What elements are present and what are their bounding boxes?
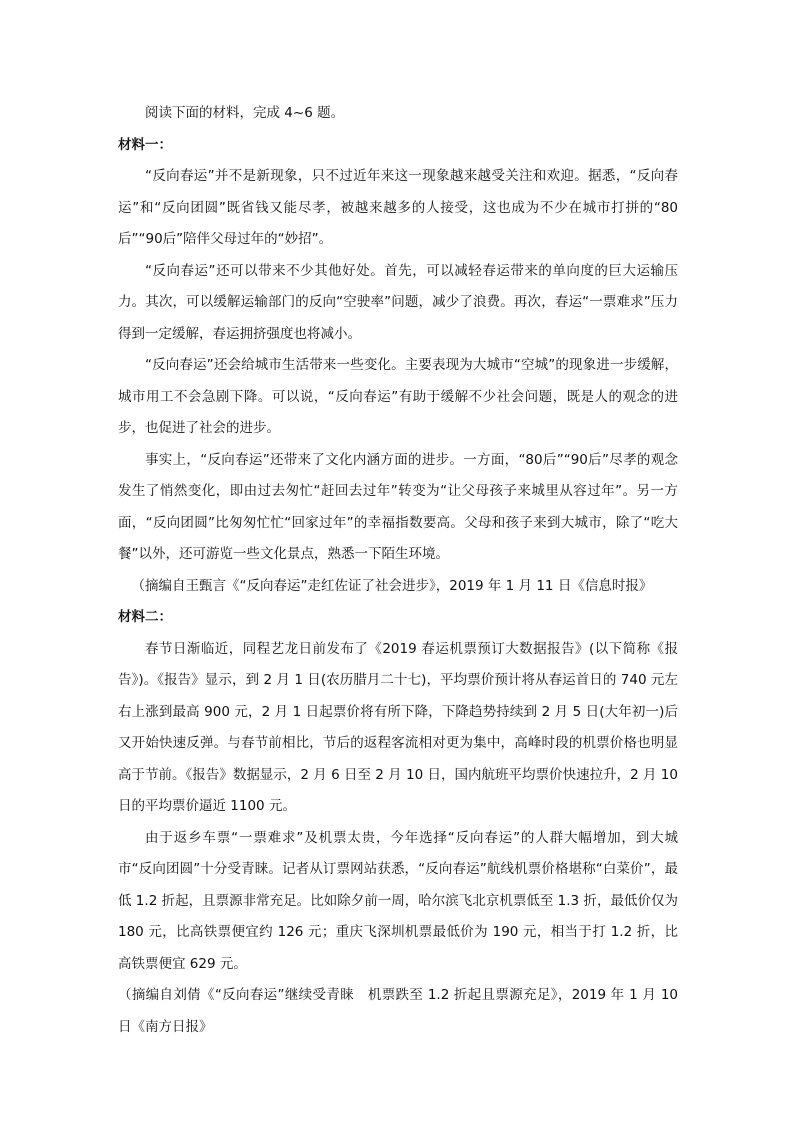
material2-source: （摘编自刘倩《“反向春运”继续受青睐 机票跌至 1.2 折起且票源充足》，2019 年 1 月 10 日《南方日报》 xyxy=(118,987,678,1035)
material2-paragraph-2: 由于返乡车票“一票难求”及机票太贵，今年选择“反向春运”的人群大幅增加，到大城市“反向团圆”十分受青睐。记者从订票网站获悉，“反向春运”航线机票价格堪称“白菜价”，最低 1.2 折起，且票源非常充足。比如除夕前一周，哈尔滨飞北京机票低至 1.3 折，最低价仅为 180 元，比高铁票便宜约 126 元；重庆飞深圳机票最低价为 190 元，相当于打 1.2 折，比高铁票便宜 629 元。 xyxy=(118,829,678,972)
material1-source: （摘编自王甄言《“反向春运”走红佐证了社会进步》，2019 年 1 月 11 日《信息时报》 xyxy=(131,577,653,594)
material2-paragraph-1: 春节日渐临近，同程艺龙日前发布了《2019 春运机票预订大数据报告》(以下简称《报告》)。《报告》显示，到 2 月 1 日(农历腊月二十七)，平均票价预计将从春运首日的 740 元左右上涨到最高 900 元，2 月 1 日起票价将有所下降，下降趋势持续到 2 月 5 日(大年初一)后又开始快速反弹。与春节前相比，节后的返程客流相对更为集中，高峰时段的机票价格也明显高于节前。《报告》数据显示，2 月 6 日至 2 月 10 日，国内航班平均票价快速拉升，2 月 10 日的平均票价逼近 1100 元。 xyxy=(118,640,678,814)
material1-paragraph-4: 事实上，“反向春运”还带来了文化内涵方面的进步。一方面，“80后”“90后”尽孝的观念发生了悄然变化，即由过去匆忙“赶回去过年”转变为“让父母孩子来城里从容过年”。另一方面，“反向团圆”比匆匆忙忙“回家过年”的幸福指数要高。父母和孩子来到大城市，除了“吃大餐”以外，还可游览一些文化景点，熟悉一下陌生环境。 xyxy=(118,451,678,562)
document-body xyxy=(118,98,678,1043)
material1-heading: 材料一： xyxy=(118,136,172,153)
material1-paragraph-1: “反向春运”并不是新现象，只不过近年来这一现象越来越受关注和欢迎。据悉，“反向春运”和“反向团圆”既省钱又能尽孝，被越来越多的人接受，这也成为不少在城市打拼的“80后”“90后”陪伴父母过年的“妙招”。 xyxy=(118,168,678,247)
material1-paragraph-3: “反向春运”还会给城市生活带来一些变化。主要表现为大城市“空城”的现象进一步缓解，城市用工不会急剧下降。可以说，“反向春运”有助于缓解不少社会问题，既是人的观念的进步，也促进了社会的进步。 xyxy=(118,357,678,436)
intro-instruction: 阅读下面的材料，完成 4~6 题。 xyxy=(145,105,345,121)
material2-heading: 材料二： xyxy=(118,609,172,625)
material1-paragraph-2: “反向春运”还可以带来不少其他好处。首先，可以减轻春运带来的单向度的巨大运输压力。其次，可以缓解运输部门的反向“空驶率”问题，减少了浪费。再次，春运“一票难求”压力得到一定缓解，春运拥挤强度也将减小。 xyxy=(118,262,678,342)
